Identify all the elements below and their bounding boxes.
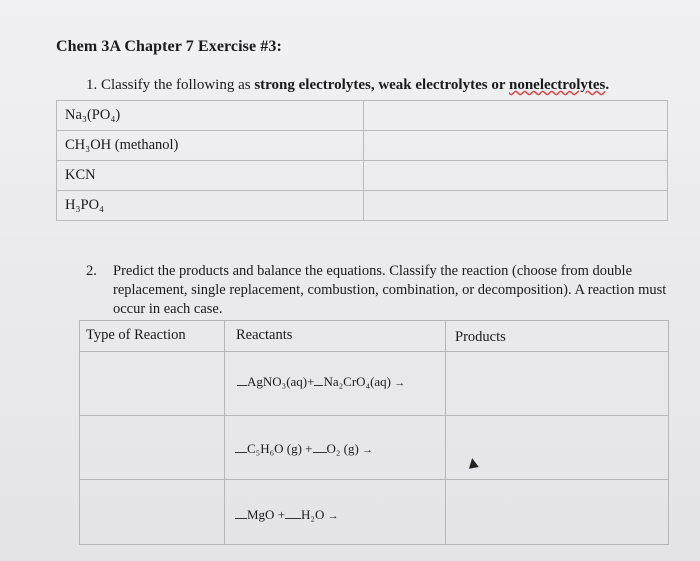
- type-answer-cell[interactable]: [79, 351, 225, 416]
- answer-cell[interactable]: [364, 101, 668, 131]
- answer-cell[interactable]: [364, 131, 668, 161]
- compound-cell: CH₃OH (methanol): [57, 131, 364, 161]
- coefficient-blank: [285, 517, 301, 519]
- question-1-bold-categories: strong electrolytes, weak electrolytes or: [254, 77, 509, 93]
- type-answer-cell[interactable]: [79, 415, 225, 480]
- answer-cell[interactable]: [364, 161, 668, 191]
- reactants-cell: [224, 415, 446, 480]
- reactant-2: H₂O: [301, 507, 325, 522]
- table-row: [57, 131, 668, 161]
- reaction-arrow: →: [362, 444, 374, 456]
- compound-cell: Na₃(PO₄): [57, 101, 364, 131]
- header-products-label: Products: [455, 329, 506, 345]
- reaction-equation: [235, 507, 339, 523]
- question-1-number: 1.: [86, 77, 98, 93]
- question-2-text: Predict the products and balance the equations. Classify the reaction (choose from double replacement, single replacement, combustion, combination, or decomposition). A reaction must occur in each case.: [113, 263, 667, 317]
- reaction-equation: [235, 441, 373, 457]
- reactant-1: C₅H₆O (g) +: [247, 441, 313, 456]
- header-reactants-label: Reactants: [236, 327, 293, 343]
- reactants-cell: [224, 351, 446, 416]
- table-row: [57, 101, 668, 131]
- products-answer-cell[interactable]: [445, 479, 669, 545]
- reaction-arrow: →: [394, 377, 406, 389]
- reactant-1: AgNO₃(aq)+: [247, 374, 315, 389]
- reaction-arrow: →: [327, 510, 339, 522]
- products-answer-cell[interactable]: [445, 351, 669, 416]
- reactant-1: MgO +: [247, 507, 286, 522]
- question-1-period: .: [605, 77, 610, 93]
- reactant-2: Na₂CrO₄(aq): [323, 374, 392, 389]
- question-2-number: 2.: [86, 263, 97, 279]
- reactant-2: O₂ (g): [326, 441, 359, 456]
- question-1-prompt: [86, 77, 609, 94]
- question-1-bold-nonelectrolytes: nonelectrolytes: [508, 77, 606, 93]
- reactions-table: [79, 320, 669, 545]
- reactants-cell: [224, 479, 446, 545]
- mouse-pointer-icon: [467, 457, 479, 469]
- page-title: Chem 3A Chapter 7 Exercise #3:: [56, 38, 282, 55]
- header-cell-type: [79, 320, 225, 352]
- products-answer-cell[interactable]: [445, 415, 669, 480]
- header-cell-products: [445, 320, 669, 352]
- type-answer-cell[interactable]: [79, 479, 225, 545]
- question-1-text-start: Classify the following as: [101, 77, 255, 93]
- table-row: [57, 161, 668, 191]
- compound-cell: H₃PO₄: [57, 191, 364, 221]
- answer-cell[interactable]: [364, 191, 668, 221]
- coefficient-blank: [237, 384, 247, 386]
- header-cell-reactants: [224, 320, 446, 352]
- header-type-label: Type of Reaction: [86, 327, 186, 343]
- coefficient-blank: [313, 451, 327, 453]
- classification-table: [56, 100, 668, 221]
- compound-cell: KCN: [57, 161, 364, 191]
- reaction-equation: [237, 374, 405, 390]
- coefficient-blank: [235, 517, 247, 519]
- coefficient-blank: [235, 451, 247, 453]
- table-row: [57, 191, 668, 221]
